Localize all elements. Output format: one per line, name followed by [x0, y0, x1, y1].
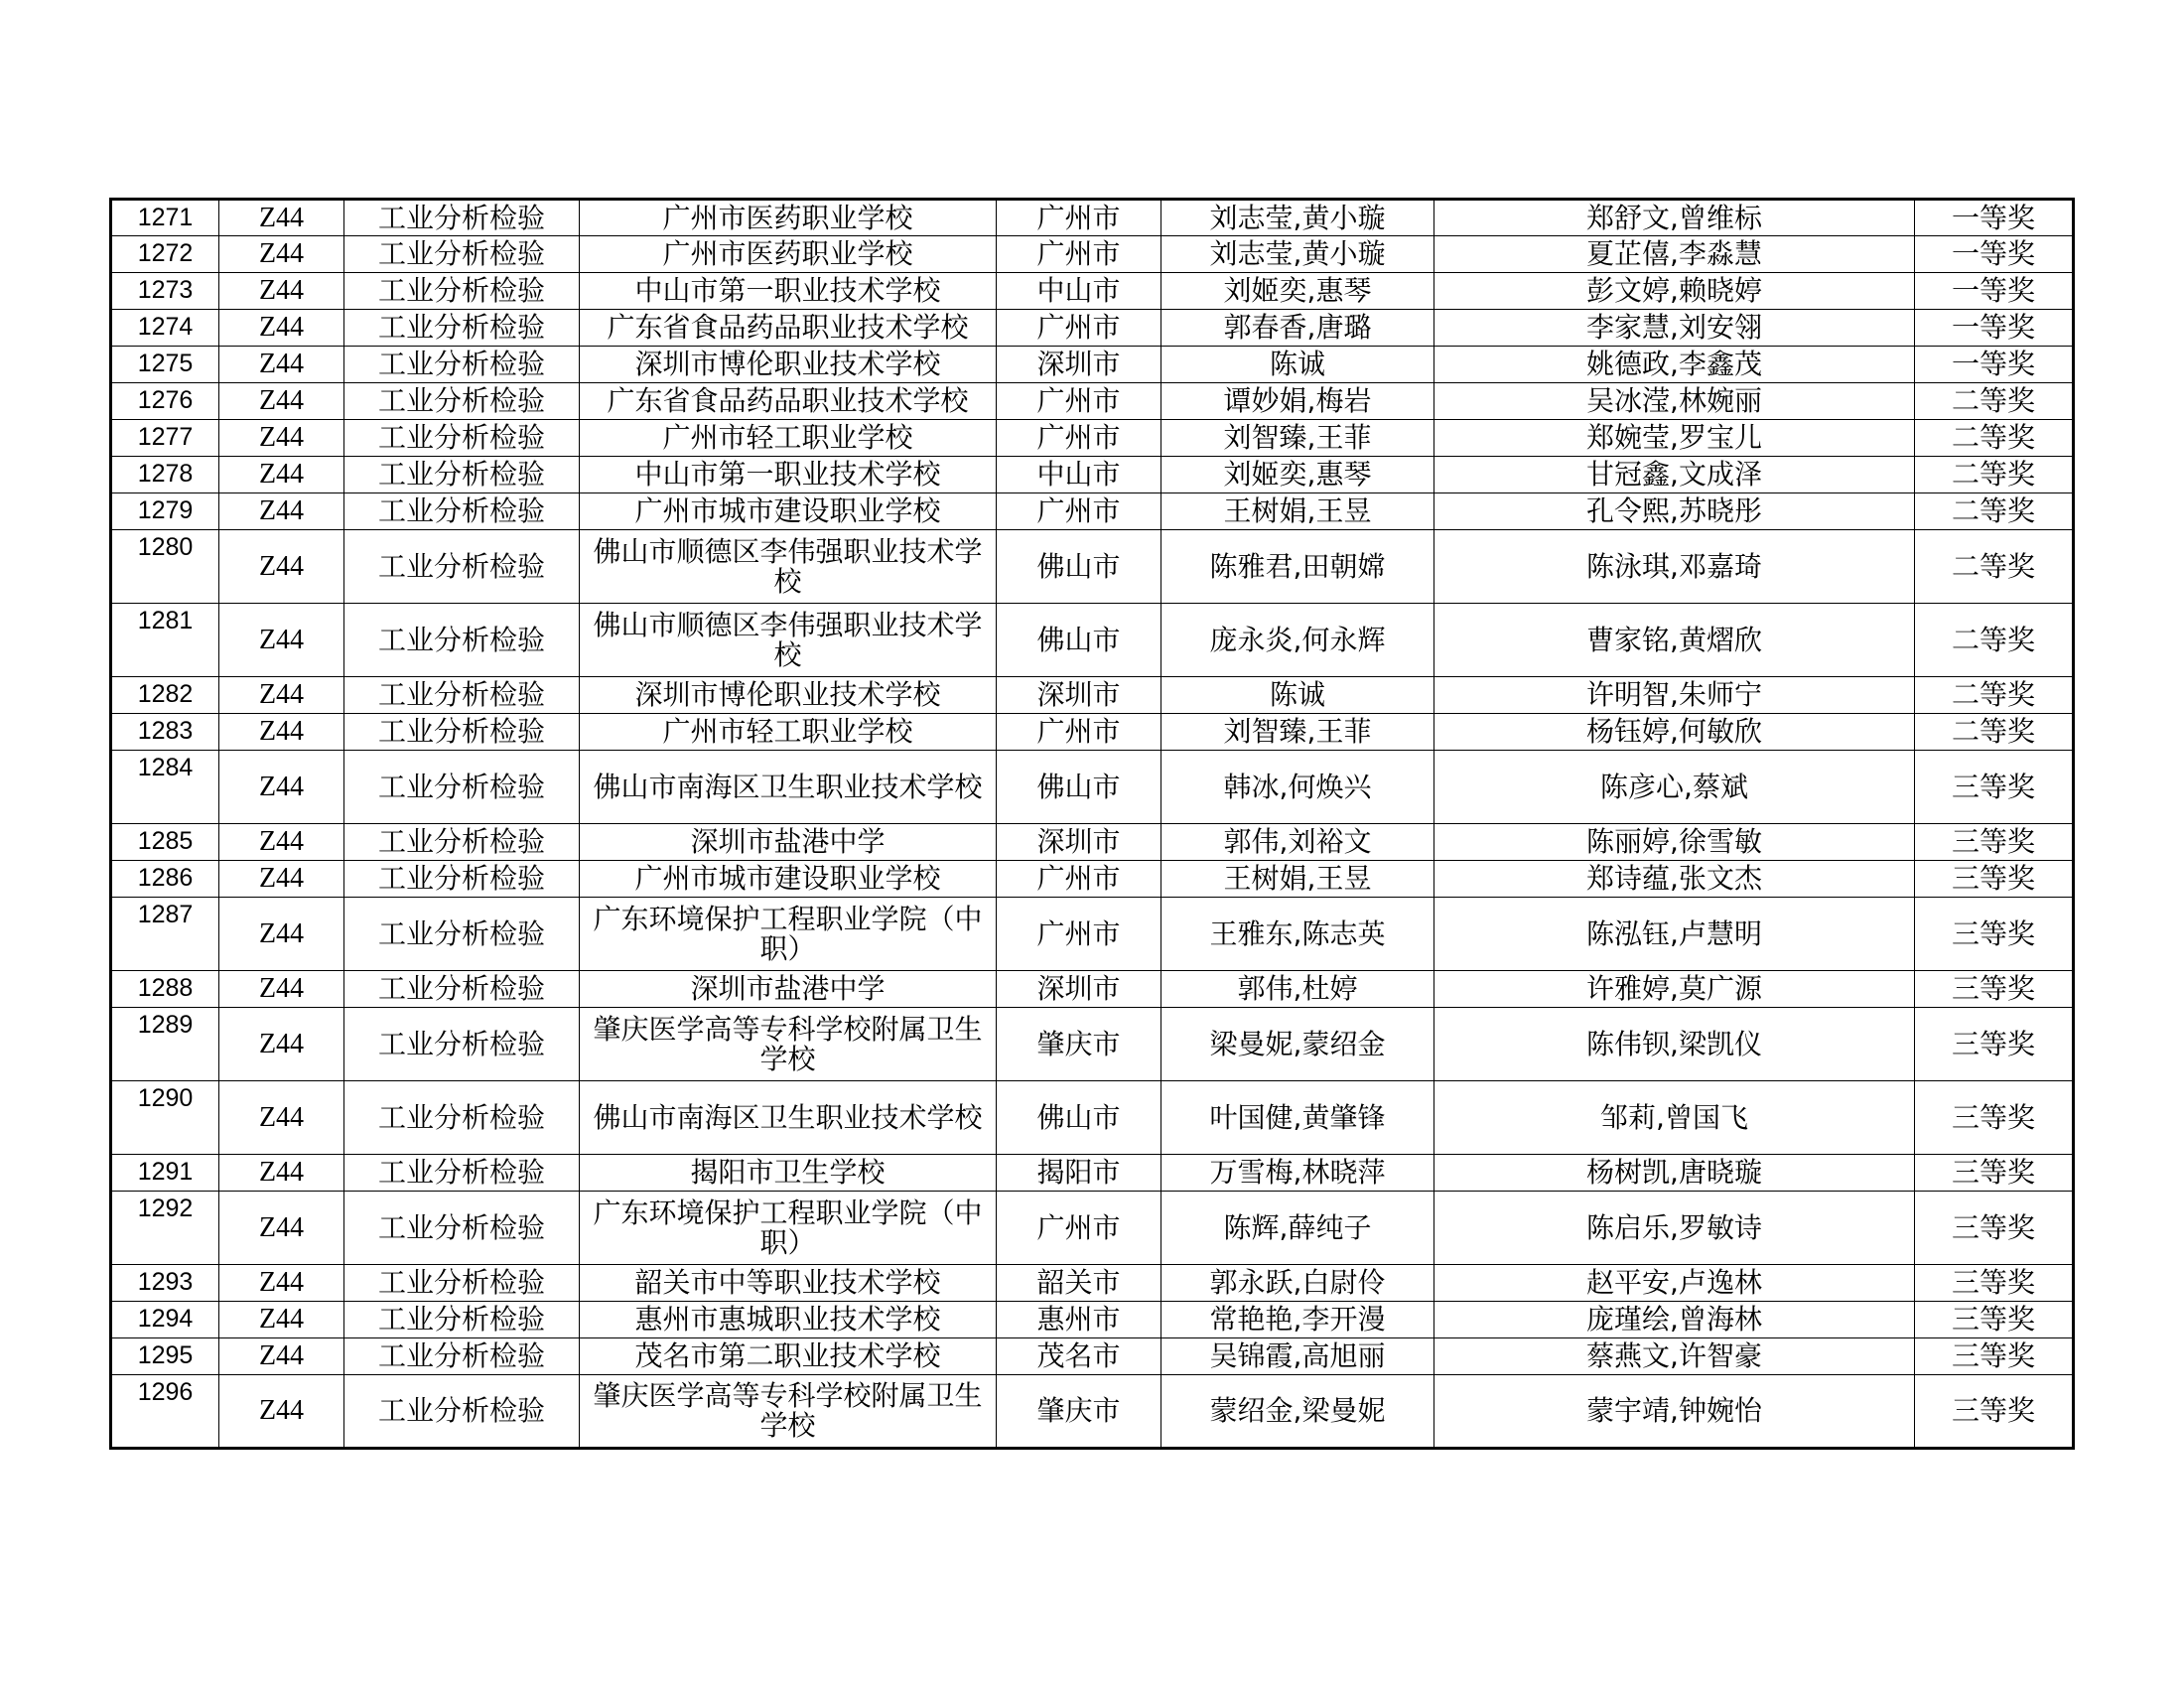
event-name-cell: 工业分析检验	[344, 751, 580, 824]
serial-number-cell: 1277	[111, 420, 219, 457]
award-cell: 三等奖	[1915, 861, 2074, 898]
school-cell: 广东省食品药品职业技术学校	[580, 310, 997, 347]
event-code-cell: Z44	[219, 1081, 344, 1155]
city-cell: 广州市	[997, 714, 1161, 751]
serial-number-cell: 1291	[111, 1155, 219, 1192]
award-cell: 三等奖	[1915, 1155, 2074, 1192]
school-cell: 广州市轻工职业学校	[580, 714, 997, 751]
table-row	[111, 347, 2074, 383]
teachers-cell: 刘志莹,黄小璇	[1161, 236, 1434, 273]
serial-number-cell: 1284	[111, 751, 219, 824]
serial-number-cell: 1272	[111, 236, 219, 273]
event-name-cell: 工业分析检验	[344, 971, 580, 1008]
event-code-cell: Z44	[219, 1265, 344, 1302]
city-cell: 深圳市	[997, 347, 1161, 383]
serial-number-cell: 1294	[111, 1302, 219, 1338]
students-cell: 陈启乐,罗敏诗	[1434, 1192, 1915, 1265]
city-cell: 韶关市	[997, 1265, 1161, 1302]
serial-number-cell: 1286	[111, 861, 219, 898]
award-cell: 一等奖	[1915, 273, 2074, 310]
table-row	[111, 714, 2074, 751]
school-cell: 佛山市南海区卫生职业技术学校	[580, 751, 997, 824]
serial-number-cell: 1283	[111, 714, 219, 751]
teachers-cell: 郭伟,杜婷	[1161, 971, 1434, 1008]
event-code-cell: Z44	[219, 457, 344, 493]
city-cell: 肇庆市	[997, 1008, 1161, 1081]
city-cell: 广州市	[997, 493, 1161, 530]
school-cell: 广州市城市建设职业学校	[580, 861, 997, 898]
serial-number-cell: 1292	[111, 1192, 219, 1265]
serial-number-cell: 1288	[111, 971, 219, 1008]
table-row	[111, 457, 2074, 493]
award-cell: 一等奖	[1915, 347, 2074, 383]
award-cell: 三等奖	[1915, 1192, 2074, 1265]
teachers-cell: 王树娟,王昱	[1161, 493, 1434, 530]
event-code-cell: Z44	[219, 1338, 344, 1375]
table-row	[111, 751, 2074, 824]
table-row	[111, 898, 2074, 971]
school-cell: 肇庆医学高等专科学校附属卫生学校	[580, 1375, 997, 1449]
teachers-cell: 庞永炎,何永辉	[1161, 604, 1434, 677]
students-cell: 杨钰婷,何敏欣	[1434, 714, 1915, 751]
city-cell: 肇庆市	[997, 1375, 1161, 1449]
event-code-cell: Z44	[219, 1155, 344, 1192]
serial-number-cell: 1276	[111, 383, 219, 420]
event-code-cell: Z44	[219, 714, 344, 751]
city-cell: 佛山市	[997, 604, 1161, 677]
award-cell: 二等奖	[1915, 530, 2074, 604]
event-name-cell: 工业分析检验	[344, 347, 580, 383]
teachers-cell: 叶国健,黄肇锋	[1161, 1081, 1434, 1155]
school-cell: 广州市医药职业学校	[580, 200, 997, 236]
teachers-cell: 梁曼妮,蒙绍金	[1161, 1008, 1434, 1081]
city-cell: 中山市	[997, 457, 1161, 493]
students-cell: 郑诗蕴,张文杰	[1434, 861, 1915, 898]
event-code-cell: Z44	[219, 236, 344, 273]
teachers-cell: 刘智臻,王菲	[1161, 714, 1434, 751]
serial-number-cell: 1296	[111, 1375, 219, 1449]
teachers-cell: 刘姬奕,惠琴	[1161, 273, 1434, 310]
students-cell: 吴冰滢,林婉丽	[1434, 383, 1915, 420]
table-row	[111, 1192, 2074, 1265]
serial-number-cell: 1279	[111, 493, 219, 530]
city-cell: 广州市	[997, 1192, 1161, 1265]
serial-number-cell: 1271	[111, 200, 219, 236]
students-cell: 陈丽婷,徐雪敏	[1434, 824, 1915, 861]
city-cell: 深圳市	[997, 677, 1161, 714]
results-table	[109, 198, 2075, 1450]
teachers-cell: 郭永跃,白尉伶	[1161, 1265, 1434, 1302]
students-cell: 夏芷僖,李淼慧	[1434, 236, 1915, 273]
school-cell: 深圳市博伦职业技术学校	[580, 347, 997, 383]
event-code-cell: Z44	[219, 751, 344, 824]
event-name-cell: 工业分析检验	[344, 200, 580, 236]
award-cell: 一等奖	[1915, 200, 2074, 236]
teachers-cell: 蒙绍金,梁曼妮	[1161, 1375, 1434, 1449]
school-cell: 佛山市南海区卫生职业技术学校	[580, 1081, 997, 1155]
school-cell: 深圳市博伦职业技术学校	[580, 677, 997, 714]
students-cell: 甘冠鑫,文成泽	[1434, 457, 1915, 493]
city-cell: 深圳市	[997, 971, 1161, 1008]
event-name-cell: 工业分析检验	[344, 677, 580, 714]
table-row	[111, 236, 2074, 273]
serial-number-cell: 1293	[111, 1265, 219, 1302]
event-name-cell: 工业分析检验	[344, 530, 580, 604]
city-cell: 广州市	[997, 420, 1161, 457]
teachers-cell: 谭妙娟,梅岩	[1161, 383, 1434, 420]
table-row	[111, 971, 2074, 1008]
award-cell: 二等奖	[1915, 714, 2074, 751]
award-cell: 三等奖	[1915, 898, 2074, 971]
event-name-cell: 工业分析检验	[344, 604, 580, 677]
students-cell: 邹莉,曾国飞	[1434, 1081, 1915, 1155]
students-cell: 彭文婷,赖晓婷	[1434, 273, 1915, 310]
students-cell: 庞瑾绘,曾海林	[1434, 1302, 1915, 1338]
serial-number-cell: 1273	[111, 273, 219, 310]
serial-number-cell: 1287	[111, 898, 219, 971]
table-row	[111, 420, 2074, 457]
event-name-cell: 工业分析检验	[344, 420, 580, 457]
award-cell: 二等奖	[1915, 457, 2074, 493]
event-code-cell: Z44	[219, 420, 344, 457]
event-code-cell: Z44	[219, 383, 344, 420]
event-name-cell: 工业分析检验	[344, 898, 580, 971]
city-cell: 惠州市	[997, 1302, 1161, 1338]
city-cell: 广州市	[997, 383, 1161, 420]
teachers-cell: 刘智臻,王菲	[1161, 420, 1434, 457]
teachers-cell: 王雅东,陈志英	[1161, 898, 1434, 971]
students-cell: 赵平安,卢逸林	[1434, 1265, 1915, 1302]
event-code-cell: Z44	[219, 273, 344, 310]
event-code-cell: Z44	[219, 1008, 344, 1081]
table-row	[111, 861, 2074, 898]
students-cell: 陈泳琪,邓嘉琦	[1434, 530, 1915, 604]
teachers-cell: 王树娟,王昱	[1161, 861, 1434, 898]
table-row	[111, 383, 2074, 420]
students-cell: 蒙宇靖,钟婉怡	[1434, 1375, 1915, 1449]
table-row	[111, 530, 2074, 604]
event-code-cell: Z44	[219, 677, 344, 714]
event-code-cell: Z44	[219, 1192, 344, 1265]
event-name-cell: 工业分析检验	[344, 714, 580, 751]
table-body	[111, 200, 2074, 1449]
table-row	[111, 677, 2074, 714]
serial-number-cell: 1278	[111, 457, 219, 493]
city-cell: 广州市	[997, 861, 1161, 898]
serial-number-cell: 1285	[111, 824, 219, 861]
city-cell: 佛山市	[997, 530, 1161, 604]
award-cell: 一等奖	[1915, 310, 2074, 347]
serial-number-cell: 1274	[111, 310, 219, 347]
students-cell: 郑婉莹,罗宝儿	[1434, 420, 1915, 457]
event-code-cell: Z44	[219, 1302, 344, 1338]
event-name-cell: 工业分析检验	[344, 236, 580, 273]
students-cell: 曹家铭,黄熠欣	[1434, 604, 1915, 677]
serial-number-cell: 1280	[111, 530, 219, 604]
students-cell: 孔令熙,苏晓彤	[1434, 493, 1915, 530]
teachers-cell: 郭伟,刘裕文	[1161, 824, 1434, 861]
city-cell: 广州市	[997, 200, 1161, 236]
event-code-cell: Z44	[219, 604, 344, 677]
award-cell: 三等奖	[1915, 751, 2074, 824]
award-cell: 三等奖	[1915, 1302, 2074, 1338]
event-code-cell: Z44	[219, 824, 344, 861]
teachers-cell: 常艳艳,李开漫	[1161, 1302, 1434, 1338]
event-code-cell: Z44	[219, 898, 344, 971]
award-cell: 三等奖	[1915, 1265, 2074, 1302]
school-cell: 广州市医药职业学校	[580, 236, 997, 273]
event-name-cell: 工业分析检验	[344, 1008, 580, 1081]
table-row	[111, 1338, 2074, 1375]
event-name-cell: 工业分析检验	[344, 1192, 580, 1265]
event-code-cell: Z44	[219, 200, 344, 236]
event-name-cell: 工业分析检验	[344, 1302, 580, 1338]
award-cell: 三等奖	[1915, 1008, 2074, 1081]
school-cell: 广东省食品药品职业技术学校	[580, 383, 997, 420]
award-cell: 一等奖	[1915, 236, 2074, 273]
award-cell: 三等奖	[1915, 1338, 2074, 1375]
event-code-cell: Z44	[219, 493, 344, 530]
students-cell: 杨树凯,唐晓璇	[1434, 1155, 1915, 1192]
table-row	[111, 1302, 2074, 1338]
table-row	[111, 310, 2074, 347]
city-cell: 茂名市	[997, 1338, 1161, 1375]
event-name-cell: 工业分析检验	[344, 273, 580, 310]
table-row	[111, 1155, 2074, 1192]
event-name-cell: 工业分析检验	[344, 824, 580, 861]
teachers-cell: 吴锦霞,高旭丽	[1161, 1338, 1434, 1375]
serial-number-cell: 1290	[111, 1081, 219, 1155]
event-name-cell: 工业分析检验	[344, 861, 580, 898]
school-cell: 茂名市第二职业技术学校	[580, 1338, 997, 1375]
table-row	[111, 493, 2074, 530]
award-cell: 三等奖	[1915, 971, 2074, 1008]
teachers-cell: 万雪梅,林晓萍	[1161, 1155, 1434, 1192]
award-cell: 二等奖	[1915, 677, 2074, 714]
teachers-cell: 刘志莹,黄小璇	[1161, 200, 1434, 236]
table-row	[111, 824, 2074, 861]
event-code-cell: Z44	[219, 347, 344, 383]
table-row	[111, 604, 2074, 677]
school-cell: 广州市城市建设职业学校	[580, 493, 997, 530]
school-cell: 广东环境保护工程职业学院（中职）	[580, 898, 997, 971]
table-row	[111, 1375, 2074, 1449]
city-cell: 广州市	[997, 898, 1161, 971]
event-name-cell: 工业分析检验	[344, 310, 580, 347]
city-cell: 佛山市	[997, 1081, 1161, 1155]
serial-number-cell: 1295	[111, 1338, 219, 1375]
serial-number-cell: 1275	[111, 347, 219, 383]
school-cell: 中山市第一职业技术学校	[580, 457, 997, 493]
students-cell: 陈泓钰,卢慧明	[1434, 898, 1915, 971]
teachers-cell: 陈雅君,田朝嫦	[1161, 530, 1434, 604]
event-name-cell: 工业分析检验	[344, 1338, 580, 1375]
school-cell: 肇庆医学高等专科学校附属卫生学校	[580, 1008, 997, 1081]
award-cell: 三等奖	[1915, 1375, 2074, 1449]
award-cell: 二等奖	[1915, 604, 2074, 677]
students-cell: 陈伟钡,梁凯仪	[1434, 1008, 1915, 1081]
school-cell: 佛山市顺德区李伟强职业技术学校	[580, 604, 997, 677]
students-cell: 许雅婷,莫广源	[1434, 971, 1915, 1008]
students-cell: 蔡燕文,许智豪	[1434, 1338, 1915, 1375]
event-name-cell: 工业分析检验	[344, 1081, 580, 1155]
table-row	[111, 1081, 2074, 1155]
award-cell: 三等奖	[1915, 1081, 2074, 1155]
event-name-cell: 工业分析检验	[344, 493, 580, 530]
event-code-cell: Z44	[219, 861, 344, 898]
table-row	[111, 273, 2074, 310]
event-name-cell: 工业分析检验	[344, 1155, 580, 1192]
city-cell: 佛山市	[997, 751, 1161, 824]
table-row	[111, 1265, 2074, 1302]
school-cell: 深圳市盐港中学	[580, 824, 997, 861]
award-cell: 三等奖	[1915, 824, 2074, 861]
school-cell: 中山市第一职业技术学校	[580, 273, 997, 310]
teachers-cell: 韩冰,何焕兴	[1161, 751, 1434, 824]
school-cell: 广州市轻工职业学校	[580, 420, 997, 457]
award-cell: 二等奖	[1915, 383, 2074, 420]
serial-number-cell: 1282	[111, 677, 219, 714]
event-name-cell: 工业分析检验	[344, 1265, 580, 1302]
serial-number-cell: 1289	[111, 1008, 219, 1081]
school-cell: 深圳市盐港中学	[580, 971, 997, 1008]
event-code-cell: Z44	[219, 530, 344, 604]
event-code-cell: Z44	[219, 310, 344, 347]
award-cell: 二等奖	[1915, 493, 2074, 530]
event-name-cell: 工业分析检验	[344, 383, 580, 420]
school-cell: 韶关市中等职业技术学校	[580, 1265, 997, 1302]
event-name-cell: 工业分析检验	[344, 1375, 580, 1449]
students-cell: 李家慧,刘安翎	[1434, 310, 1915, 347]
event-code-cell: Z44	[219, 1375, 344, 1449]
teachers-cell: 陈诚	[1161, 677, 1434, 714]
table-row	[111, 1008, 2074, 1081]
serial-number-cell: 1281	[111, 604, 219, 677]
table-row	[111, 200, 2074, 236]
city-cell: 中山市	[997, 273, 1161, 310]
city-cell: 深圳市	[997, 824, 1161, 861]
award-cell: 二等奖	[1915, 420, 2074, 457]
school-cell: 佛山市顺德区李伟强职业技术学校	[580, 530, 997, 604]
city-cell: 广州市	[997, 236, 1161, 273]
city-cell: 揭阳市	[997, 1155, 1161, 1192]
students-cell: 郑舒文,曾维标	[1434, 200, 1915, 236]
event-code-cell: Z44	[219, 971, 344, 1008]
students-cell: 姚德政,李鑫茂	[1434, 347, 1915, 383]
students-cell: 许明智,朱师宁	[1434, 677, 1915, 714]
city-cell: 广州市	[997, 310, 1161, 347]
teachers-cell: 刘姬奕,惠琴	[1161, 457, 1434, 493]
teachers-cell: 陈辉,薛纯子	[1161, 1192, 1434, 1265]
school-cell: 惠州市惠城职业技术学校	[580, 1302, 997, 1338]
event-name-cell: 工业分析检验	[344, 457, 580, 493]
students-cell: 陈彦心,蔡斌	[1434, 751, 1915, 824]
school-cell: 广东环境保护工程职业学院（中职）	[580, 1192, 997, 1265]
teachers-cell: 陈诚	[1161, 347, 1434, 383]
school-cell: 揭阳市卫生学校	[580, 1155, 997, 1192]
teachers-cell: 郭春香,唐璐	[1161, 310, 1434, 347]
